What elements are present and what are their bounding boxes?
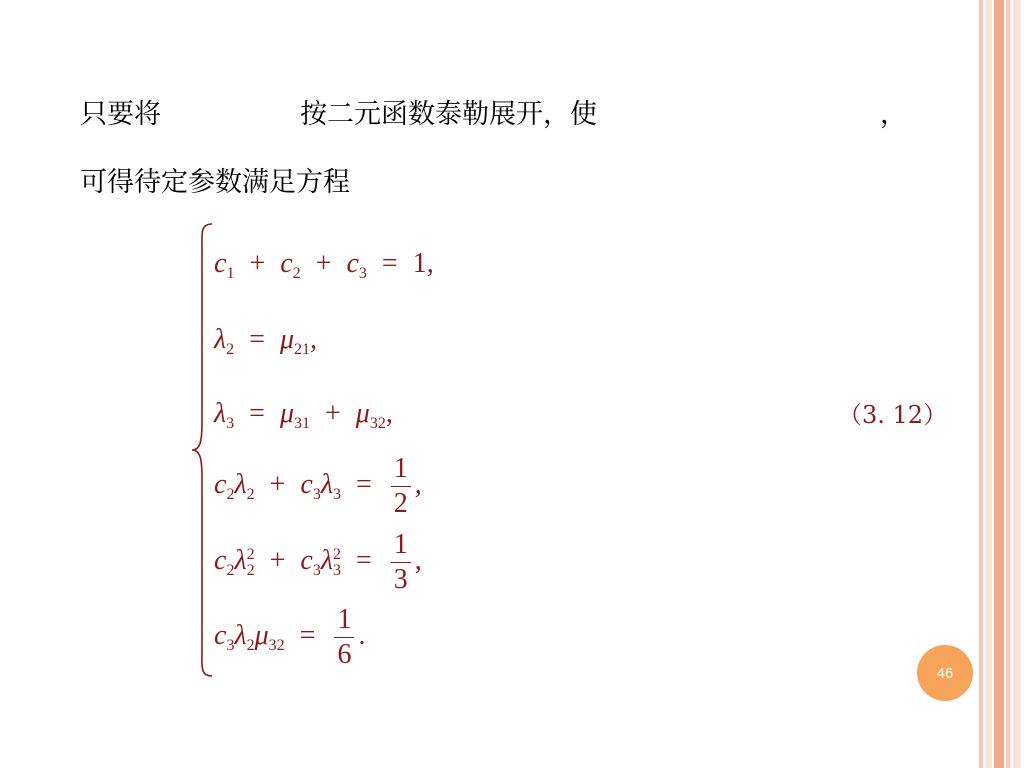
equation-5: $c_2\lambda_2^2 + c_3\lambda_3^2$ = $\frac{1}{3}$ , xyxy=(214,529,422,595)
text-line-1-part1: 只要将 xyxy=(80,99,161,130)
fraction-one-half: $\frac{1}{2}$ xyxy=(391,452,411,521)
text-line-1-part2: 按二元函数泰勒展开，使 xyxy=(300,99,597,130)
text-line-1-comma: ， xyxy=(880,99,907,130)
equation-4: $c_2\lambda_2 + c_3\lambda_3$ = $\frac{1}{2}$ , xyxy=(214,453,422,519)
right-border-stripe xyxy=(994,0,1004,768)
left-brace xyxy=(190,222,214,678)
page-number-badge: 46 xyxy=(917,645,973,701)
text-line-2: 可得待定参数满足方程 xyxy=(80,167,350,198)
equation-number: （3. 12） xyxy=(838,401,948,429)
text-line-1 xyxy=(80,92,907,131)
fraction-one-third: $\frac{1}{3}$ xyxy=(391,528,411,597)
right-border-stripe xyxy=(986,0,992,768)
equation-2: $\lambda_2 = \mu_{21}$, xyxy=(214,324,317,358)
right-border-stripe xyxy=(1006,0,1010,768)
fraction-one-sixth: $\frac{1}{6}$ xyxy=(334,603,354,672)
right-border-stripe xyxy=(1013,0,1021,768)
equation-3: $\lambda_3 = \mu_{31} + \mu_{32}$, xyxy=(214,398,393,432)
right-border-stripe xyxy=(979,0,983,768)
equation-6: $c_3\lambda_2\mu_{32}$ = $\frac{1}{6}$ . xyxy=(214,604,366,670)
equation-1: $c_1 + c_2 + c_3 = 1$, xyxy=(214,248,434,282)
